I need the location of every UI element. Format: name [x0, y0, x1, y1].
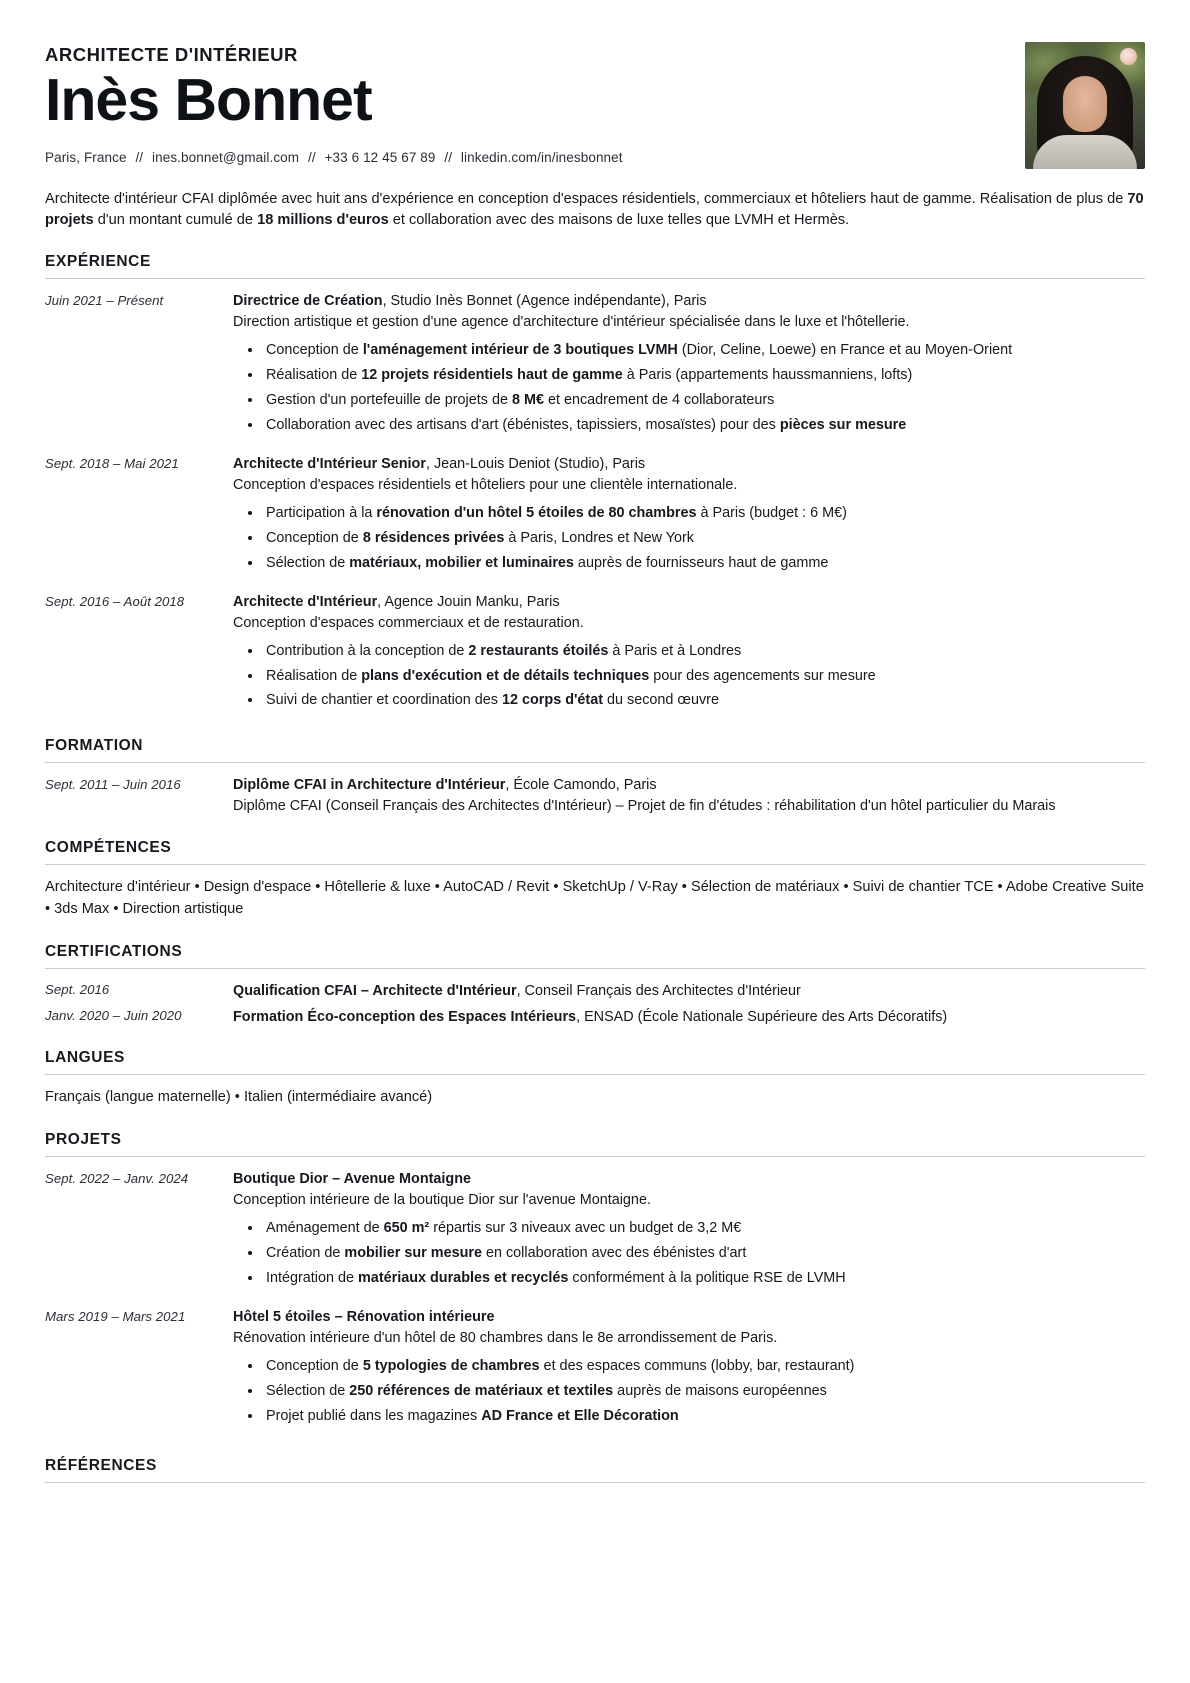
job-role-title: ARCHITECTE D'INTÉRIEUR: [45, 44, 298, 65]
contact-line: [45, 150, 1025, 165]
summary-bold-amount: 18 millions d'euros: [257, 212, 389, 229]
project-title: Boutique Dior – Avenue Montaigne: [233, 1171, 471, 1188]
contact-email[interactable]: ines.bonnet@gmail.com: [152, 149, 300, 165]
bullet-bold: 8 résidences privées: [362, 529, 505, 546]
bullet-post: auprès de fournisseurs haut de gamme: [573, 554, 829, 571]
section-formation: [45, 737, 1145, 817]
section-title-references: RÉFÉRENCES: [45, 1457, 1145, 1483]
bullet-bold: l'aménagement intérieur de 3 boutiques LVMH: [362, 342, 678, 359]
bullet-pre: Gestion d'un portefeuille de projets de: [266, 392, 512, 409]
project-entry: [45, 1307, 1145, 1431]
entry-subtitle: Direction artistique et gestion d'une agence d'architecture d'intérieur spécialisée dans le luxe et l'hôtellerie.: [233, 314, 910, 331]
entry-date: Sept. 2016: [45, 982, 110, 998]
bullet-bold: 12 projets résidentiels haut de gamme: [361, 367, 623, 384]
entry-job-title: Directrice de Création: [233, 293, 383, 310]
bullet-bold: matériaux, mobilier et luminaires: [349, 554, 574, 571]
list-item: [263, 365, 1145, 387]
bullet-post: à Paris (budget : 6 M€): [696, 504, 847, 521]
entry-heading: [233, 592, 1145, 612]
entry-body: [233, 775, 1145, 817]
list-item: [263, 528, 1145, 550]
languages-text: Français (langue maternelle) • Italien (intermédiaire avancé): [45, 1089, 433, 1106]
bullet-pre: Contribution à la conception de: [266, 642, 469, 659]
project-title: Hôtel 5 étoiles – Rénovation intérieure: [233, 1309, 495, 1326]
section-title-experience: EXPÉRIENCE: [45, 253, 1145, 279]
entry-body: [233, 592, 1145, 716]
entry-bullets: [233, 340, 1145, 437]
bullet-post: et des espaces communs (lobby, bar, restaurant): [539, 1358, 855, 1375]
entry-bullets: [233, 1218, 1145, 1290]
bullet-bold: plans d'exécution et de détails techniques: [361, 667, 650, 684]
bullet-pre: Collaboration avec des artisans d'art (ébénistes, tapissiers, mosaïstes) pour des: [266, 417, 780, 434]
entry-bullets: [233, 641, 1145, 713]
list-item: [263, 690, 1145, 712]
entry-heading: [233, 454, 1145, 474]
summary-part-2: d'un montant cumulé de: [93, 212, 258, 229]
resume-header: [45, 40, 1145, 169]
entry-school: , École Camondo, Paris: [505, 777, 657, 794]
entry-date: Sept. 2011 – Juin 2016: [45, 777, 181, 793]
section-competences: [45, 839, 1145, 921]
bullet-pre: Sélection de: [266, 554, 350, 571]
bullet-post: du second œuvre: [603, 692, 719, 709]
contact-linkedin[interactable]: linkedin.com/in/inesbonnet: [460, 149, 623, 165]
section-title-formation: FORMATION: [45, 737, 1145, 763]
header-text-block: [45, 40, 1025, 165]
entry-date: Mars 2019 – Mars 2021: [45, 1309, 186, 1325]
section-langues: [45, 1049, 1145, 1109]
entry-bullets: [233, 1356, 1145, 1428]
entry-heading: [233, 981, 1145, 1001]
bullet-bold: pièces sur mesure: [779, 417, 907, 434]
bullet-bold: AD France et Elle Décoration: [481, 1407, 679, 1424]
certification-entry: [45, 1007, 1145, 1027]
entry-heading: [233, 1007, 1145, 1027]
section-title-langues: LANGUES: [45, 1049, 1145, 1075]
entry-body: [233, 1307, 1145, 1431]
list-item: [263, 666, 1145, 688]
portrait-body: [1033, 135, 1137, 169]
bullet-pre: Sélection de: [266, 1382, 350, 1399]
bullet-pre: Intégration de: [266, 1270, 359, 1287]
contact-location: Paris, France: [45, 149, 127, 165]
bullet-post: en collaboration avec des ébénistes d'art: [481, 1245, 747, 1262]
certification-entry: [45, 981, 1145, 1001]
flower-icon: [1120, 48, 1137, 65]
list-item: [263, 1381, 1145, 1403]
bullet-post: (Dior, Celine, Loewe) en France et au Moyen-Orient: [677, 342, 1013, 359]
entry-body: [233, 1169, 1145, 1293]
list-item: [263, 1356, 1145, 1378]
list-item: [263, 390, 1145, 412]
entry-heading: [233, 1307, 1145, 1327]
bullet-bold: 8 M€: [511, 392, 544, 409]
certification-title: Qualification CFAI – Architecte d'Intérieur: [233, 983, 517, 1000]
summary-part-3: et collaboration avec des maisons de luxe telles que LVMH et Hermès.: [388, 212, 850, 229]
bullet-pre: Conception de: [266, 1358, 363, 1375]
bullet-post: conformément à la politique RSE de LVMH: [568, 1270, 846, 1287]
experience-entry: [45, 291, 1145, 440]
entry-company: , Jean-Louis Deniot (Studio), Paris: [425, 455, 646, 472]
entry-body: [233, 981, 1145, 1001]
bullet-bold: 2 restaurants étoilés: [468, 642, 609, 659]
entry-heading: [233, 1169, 1145, 1189]
skills-text: Architecture d'intérieur • Design d'espace • Hôtellerie & luxe • AutoCAD / Revit • SketchUp / V-Ray • Sélection de matériaux • Suivi de chantier TCE • Adobe Creative Suite • 3ds Max • Direction artistique: [45, 879, 1144, 918]
entry-subtitle: Conception intérieure de la boutique Dior sur l'avenue Montaigne.: [233, 1192, 651, 1209]
entry-bullets: [233, 503, 1145, 575]
section-experience: [45, 253, 1145, 715]
bullet-pre: Participation à la: [266, 504, 377, 521]
bullet-pre: Aménagement de: [266, 1220, 384, 1237]
list-item: [263, 1406, 1145, 1428]
bullet-bold: rénovation d'un hôtel 5 étoiles de 80 chambres: [376, 504, 697, 521]
bullet-pre: Réalisation de: [266, 367, 362, 384]
bullet-post: pour des agencements sur mesure: [649, 667, 876, 684]
bullet-bold: 650 m²: [383, 1220, 430, 1237]
contact-separator-3: //: [444, 149, 453, 165]
experience-entry: [45, 454, 1145, 578]
bullet-post: auprès de maisons européennes: [613, 1382, 827, 1399]
certification-title: Formation Éco-conception des Espaces Intérieurs: [233, 1009, 577, 1026]
entry-job-title: Architecte d'Intérieur: [233, 593, 378, 610]
entry-date: Juin 2021 – Présent: [45, 293, 164, 309]
bullet-bold: mobilier sur mesure: [344, 1245, 482, 1262]
list-item: [263, 641, 1145, 663]
experience-list: [45, 291, 1145, 715]
bullet-pre: Réalisation de: [266, 667, 362, 684]
formation-entry: [45, 775, 1145, 817]
list-item: [263, 1243, 1145, 1265]
entry-subtitle: Diplôme CFAI (Conseil Français des Architectes d'Intérieur) – Projet de fin d'études : réhabilitation d'un hôtel particulier du Marais: [233, 798, 1056, 815]
candidate-name: Inès Bonnet: [45, 67, 372, 133]
avatar: [1025, 42, 1145, 169]
certification-issuer: , ENSAD (École Nationale Supérieure des Arts Décoratifs): [576, 1009, 948, 1026]
entry-company: , Studio Inès Bonnet (Agence indépendante), Paris: [382, 293, 707, 310]
section-title-competences: COMPÉTENCES: [45, 839, 1145, 865]
list-item: [263, 340, 1145, 362]
entry-date: Sept. 2018 – Mai 2021: [45, 455, 179, 471]
section-projets: [45, 1131, 1145, 1430]
bullet-pre: Suivi de chantier et coordination des: [266, 692, 502, 709]
entry-company: , Agence Jouin Manku, Paris: [377, 593, 560, 610]
bullet-bold: 5 typologies de chambres: [362, 1358, 540, 1375]
profile-summary: [45, 189, 1145, 231]
bullet-pre: Conception de: [266, 342, 363, 359]
section-title-projets: PROJETS: [45, 1131, 1145, 1157]
bullet-bold: 12 corps d'état: [502, 692, 603, 709]
list-item: [263, 553, 1145, 575]
portrait-face: [1063, 76, 1107, 132]
entry-subtitle: Conception d'espaces résidentiels et hôteliers pour une clientèle internationale.: [233, 477, 738, 494]
experience-entry: [45, 592, 1145, 716]
summary-part-1: Architecte d'intérieur CFAI diplômée avec huit ans d'expérience en conception d'espaces résidentiels, commerciaux et hôteliers haut de gamme. Réalisation de plus de: [45, 191, 1128, 207]
entry-subtitle: Rénovation intérieure d'un hôtel de 80 chambres dans le 8e arrondissement de Paris.: [233, 1330, 778, 1347]
bullet-post: à Paris et à Londres: [608, 642, 742, 659]
entry-date: Sept. 2016 – Août 2018: [45, 593, 185, 609]
bullet-bold: matériaux durables et recyclés: [358, 1270, 569, 1287]
section-certifications: [45, 943, 1145, 1027]
bullet-pre: Conception de: [266, 529, 363, 546]
project-entry: [45, 1169, 1145, 1293]
section-references: [45, 1457, 1145, 1483]
bullet-pre: Création de: [266, 1245, 345, 1262]
bullet-bold: 250 références de matériaux et textiles: [349, 1382, 614, 1399]
entry-date: Sept. 2022 – Janv. 2024: [45, 1171, 189, 1187]
section-title-certifications: CERTIFICATIONS: [45, 943, 1145, 969]
contact-separator-2: //: [308, 149, 316, 165]
entry-heading: [233, 775, 1145, 795]
bullet-post: à Paris (appartements haussmanniens, lofts): [622, 367, 913, 384]
entry-date: Janv. 2020 – Juin 2020: [45, 1008, 182, 1024]
list-item: [263, 1268, 1145, 1290]
bullet-post: répartis sur 3 niveaux avec un budget de 3,2 M€: [429, 1220, 742, 1237]
bullet-post: et encadrement de 4 collaborateurs: [543, 392, 775, 409]
contact-separator-1: //: [135, 149, 144, 165]
certification-issuer: , Conseil Français des Architectes d'Intérieur: [516, 983, 801, 1000]
entry-body: [233, 1007, 1145, 1027]
entry-heading: [233, 291, 1145, 311]
entry-body: [233, 454, 1145, 578]
entry-body: [233, 291, 1145, 440]
entry-subtitle: Conception d'espaces commerciaux et de restauration.: [233, 614, 584, 631]
list-item: [263, 415, 1145, 437]
list-item: [263, 1218, 1145, 1240]
bullet-pre: Projet publié dans les magazines: [266, 1407, 482, 1424]
contact-phone[interactable]: +33 6 12 45 67 89: [324, 149, 436, 165]
entry-degree-title: Diplôme CFAI in Architecture d'Intérieur: [233, 777, 506, 794]
bullet-post: à Paris, Londres et New York: [504, 529, 695, 546]
list-item: [263, 503, 1145, 525]
entry-job-title: Architecte d'Intérieur Senior: [233, 455, 426, 472]
summary-bold-projects: 70 projets: [45, 191, 1144, 229]
